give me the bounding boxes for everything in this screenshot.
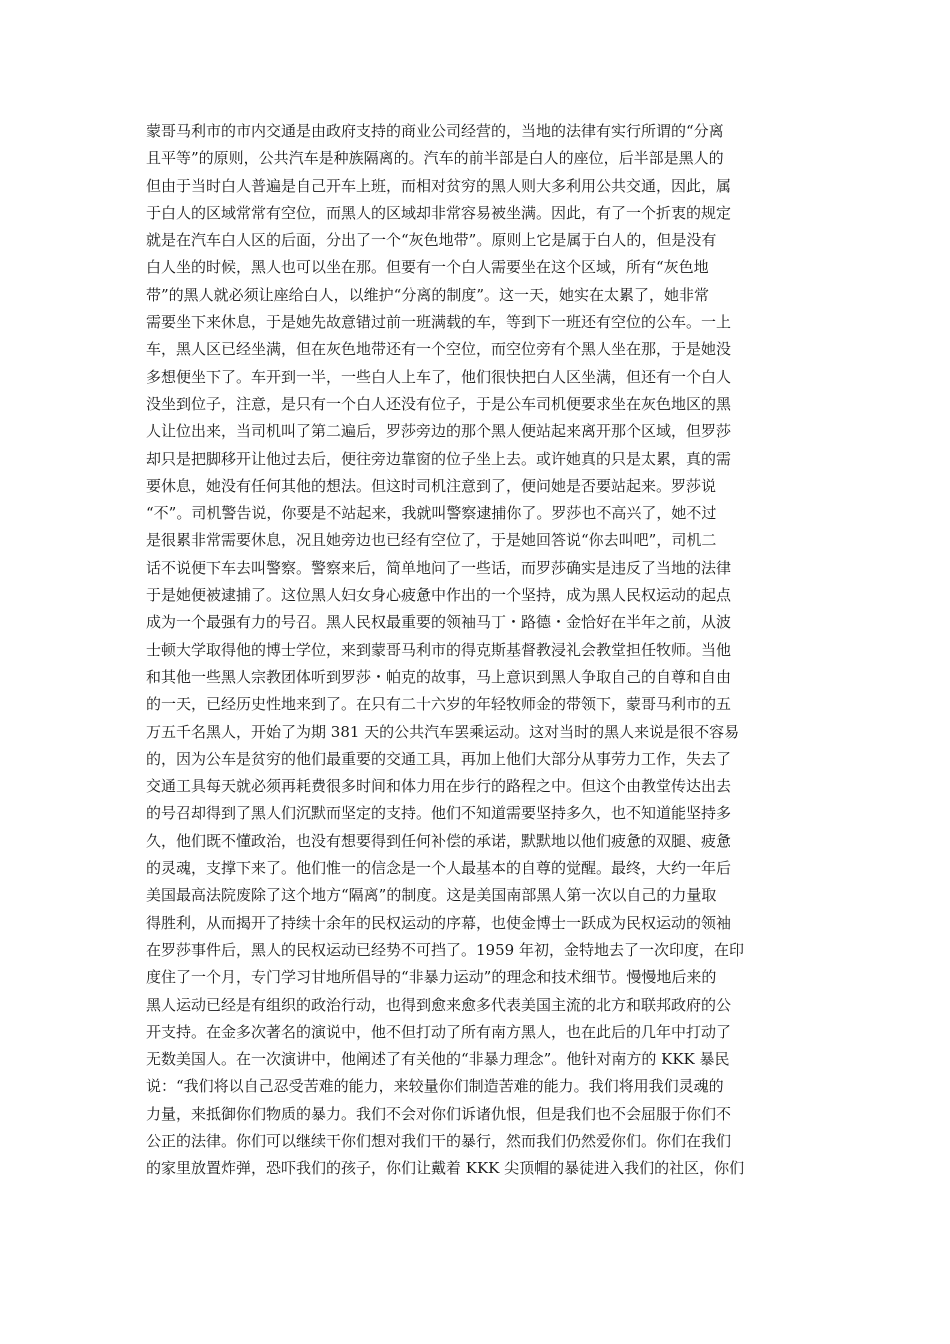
- text-line: 的一天，已经历史性地来到了。在只有二十六岁的年轻牧师金的带领下，蒙哥马利市的五: [146, 695, 732, 714]
- text-line: 士顿大学取得他的博士学位，来到蒙哥马利市的得克斯基督教浸礼会教堂担任牧师。当他: [146, 640, 732, 659]
- text-line: 蒙哥马利市的市内交通是由政府支持的商业公司经营的，当地的法律有实行所谓的“分离: [146, 122, 724, 140]
- text-line: 的，因为公车是贫穷的他们最重要的交通工具，再加上他们大部分从事劳力工作，失去了: [146, 749, 732, 768]
- text-line: 带”的黑人就必须让座给白人，以维护“分离的制度”。这一天，她实在太累了，她非常: [146, 285, 710, 304]
- text-line: 万五千名黑人，开始了为期 381 天的公共汽车罢乘运动。这对当时的黑人来说是很不容易: [146, 722, 740, 741]
- text-line: 得胜利，从而揭开了持续十余年的民权运动的序幕，也使金博士一跃成为民权运动的领袖: [146, 913, 732, 932]
- document-page: [146, 118, 806, 1183]
- text-line: 黑人运动已经是有组织的政治行动，也得到愈来愈多代表美国主流的北方和联邦政府的公: [146, 995, 732, 1014]
- text-line: 的号召却得到了黑人们沉默而坚定的支持。他们不知道需要坚持多久，也不知道能坚持多: [146, 804, 732, 823]
- text-line: 需要坐下来休息，于是她先故意错过前一班满载的车，等到下一班还有空位的公车。一上: [146, 313, 732, 332]
- text-line: 力量，来抵御你们物质的暴力。我们不会对你们诉诸仇恨，但是我们也不会屈服于你们不: [146, 1104, 732, 1123]
- text-line: 话不说便下车去叫警察。警察来后，简单地问了一些话，而罗莎确实是违反了当地的法律: [146, 558, 732, 577]
- text-line: 却只是把脚移开让他过去后，便往旁边靠窗的位子坐上去。或许她真的只是太累，真的需: [146, 449, 732, 468]
- text-line: 没坐到位子，注意，是只有一个白人还没有位子，于是公车司机便要求坐在灰色地区的黑: [146, 394, 732, 413]
- text-line: 于白人的区域常常有空位，而黑人的区域却非常容易被坐满。因此，有了一个折衷的规定: [146, 203, 732, 222]
- text-line: 成为一个最强有力的号召。黑人民权最重要的领袖马丁・路德・金恰好在半年之前，从波: [146, 613, 732, 632]
- text-line: 的家里放置炸弹，恐吓我们的孩子，你们让戴着 KKK 尖顶帽的暴徒进入我们的社区，你们: [146, 1159, 745, 1178]
- text-line: 多想便坐下了。车开到一半，一些白人上车了，他们很快把白人区坐满，但还有一个白人: [146, 367, 732, 386]
- text-line: “不”。司机警告说，你要是不站起来，我就叫警察逮捕你了。罗莎也不高兴了，她不过: [146, 504, 717, 523]
- text-line: 是很累非常需要休息，况且她旁边也已经有空位了，于是她回答说“你去叫吧”，司机二: [146, 531, 717, 550]
- text-line: 在罗莎事件后，黑人的民权运动已经势不可挡了。1959 年初，金特地去了一次印度，在印: [146, 940, 744, 959]
- text-line: 要休息，她没有任何其他的想法。但这时司机注意到了，便问她是否要站起来。罗莎说: [146, 476, 717, 495]
- text-line: 说：“我们将以自己忍受苦难的能力，来较量你们制造苦难的能力。我们将用我们灵魂的: [146, 1077, 724, 1096]
- text-line: 度住了一个月，专门学习甘地所倡导的“非暴力运动”的理念和技术细节。慢慢地后来的: [146, 968, 717, 987]
- text-line: 人让位出来，当司机叫了第二遍后，罗莎旁边的那个黑人便站起来离开那个区域，但罗莎: [146, 422, 732, 441]
- text-line: 美国最高法院废除了这个地方“隔离”的制度。这是美国南部黑人第一次以自己的力量取: [146, 886, 717, 905]
- text-line: 无数美国人。在一次演讲中，他阐述了有关他的“非暴力理念”。他针对南方的 KKK 暴民: [146, 1050, 730, 1069]
- text-line: 公正的法律。你们可以继续干你们想对我们干的暴行，然而我们仍然爱你们。你们在我们: [146, 1131, 732, 1150]
- text-line: 白人坐的时候，黑人也可以坐在那。但要有一个白人需要坐在这个区域，所有“灰色地: [146, 258, 709, 277]
- text-line: 且平等”的原则，公共汽车是种族隔离的。汽车的前半部是白人的座位，后半部是黑人的: [146, 149, 724, 168]
- text-line: 交通工具每天就必须再耗费很多时间和体力用在步行的路程之中。但这个由教堂传达出去: [146, 777, 732, 796]
- text-line: 就是在汽车白人区的后面，分出了一个“灰色地带”。原则上它是属于白人的，但是没有: [146, 231, 717, 250]
- text-line: 于是她便被逮捕了。这位黑人妇女身心疲惫中作出的一个坚持，成为黑人民权运动的起点: [146, 586, 732, 605]
- text-line: 和其他一些黑人宗教团体听到罗莎・帕克的故事，马上意识到黑人争取自己的自尊和自由: [146, 667, 732, 686]
- text-line: 但由于当时白人普遍是自己开车上班，而相对贫穷的黑人则大多利用公共交通，因此，属: [146, 176, 732, 195]
- text-line: 开支持。在金多次著名的演说中，他不但打动了所有南方黑人，也在此后的几年中打动了: [146, 1022, 732, 1041]
- text-line: 久，他们既不懂政治，也没有想要得到任何补偿的承诺，默默地以他们疲惫的双腿、疲惫: [146, 831, 732, 850]
- text-line: 车，黑人区已经坐满，但在灰色地带还有一个空位，而空位旁有个黑人坐在那，于是她没: [146, 340, 732, 359]
- text-line: 的灵魂，支撑下来了。他们惟一的信念是一个人最基本的自尊的觉醒。最终，大约一年后: [146, 859, 732, 878]
